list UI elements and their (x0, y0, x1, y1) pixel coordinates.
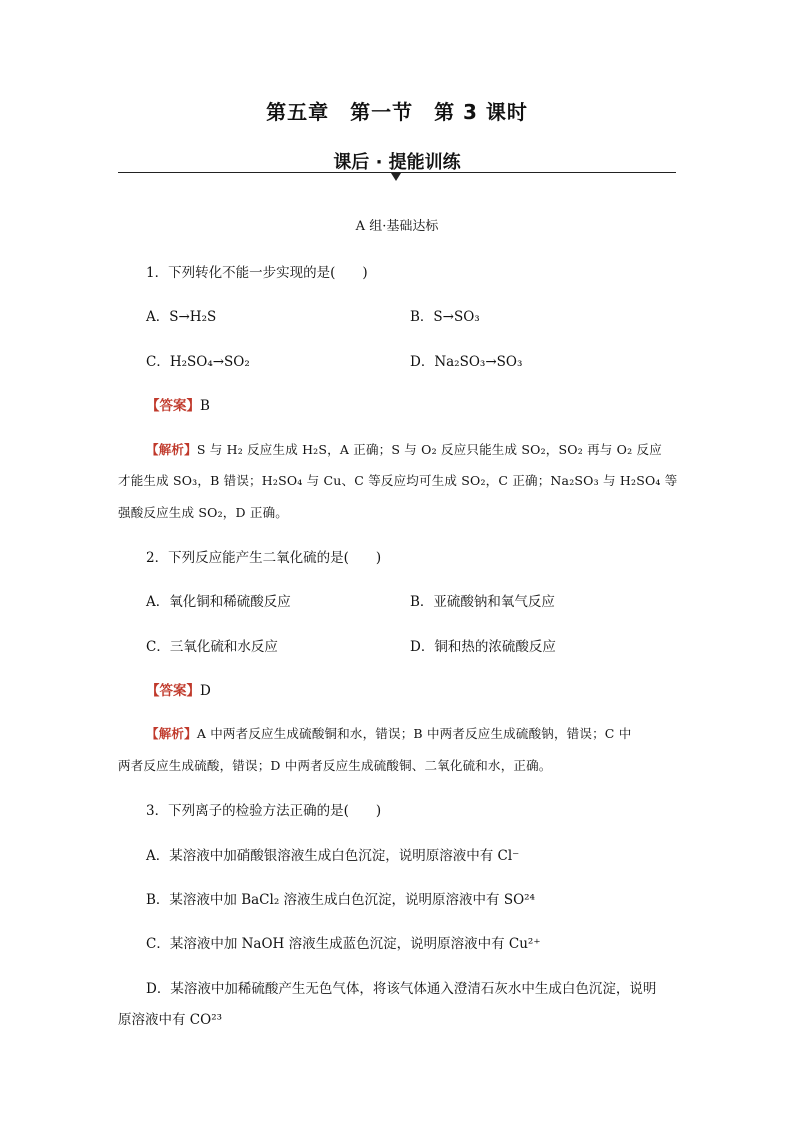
q2-option-b: B．亚硫酸钠和氧气反应 (410, 594, 555, 610)
q1-answer (146, 394, 210, 414)
q1-explain-line-2: 才能生成 SO₃，B 错误；H₂SO₄ 与 Cu、C 等反应均可生成 SO₂，C 正确；Na₂SO₃ 与 H₂SO₄ 等 (118, 473, 678, 488)
q2-stem: 2．下列反应能产生二氧化硫的是( ) (146, 550, 382, 566)
q3-option-b: B．某溶液中加 BaCl₂ 溶液生成白色沉淀，说明原溶液中有 SO²⁴ (146, 892, 535, 908)
q2-option-a: A．氧化铜和稀硫酸反应 (146, 594, 291, 610)
q1-option-b: B．S→SO₃ (410, 309, 480, 325)
answer-tag: 【答案】 (146, 398, 200, 414)
q2-option-c: C．三氧化硫和水反应 (146, 639, 278, 655)
q1-explain-line-1 (146, 440, 662, 458)
explain-text: A 中两者反应生成硫酸铜和水，错误；B 中两者反应生成硫酸钠，错误；C 中 (196, 726, 632, 741)
section-subtitle: 课后 · 提能训练 (333, 152, 461, 173)
page-title: 第五章 第一节 第 3 课时 (266, 100, 528, 124)
explain-text: S 与 H₂ 反应生成 H₂S，A 正确；S 与 O₂ 反应只能生成 SO₂，SO₂ 再与 O₂ 反应 (196, 442, 662, 457)
q3-stem: 3．下列离子的检验方法正确的是( ) (146, 803, 382, 819)
q3-option-a: A．某溶液中加硝酸银溶液生成白色沉淀，说明原溶液中有 Cl⁻ (146, 848, 520, 864)
q2-answer (146, 679, 211, 699)
q2-option-d: D．铜和热的浓硫酸反应 (410, 639, 556, 655)
q2-explain-line-2: 两者反应生成硫酸，错误；D 中两者反应生成硫酸铜、二氧化硫和水，正确。 (118, 758, 552, 773)
q1-option-c: C．H₂SO₄→SO₂ (146, 354, 250, 370)
q2-explain-line-1 (146, 724, 631, 742)
q3-option-c: C．某溶液中加 NaOH 溶液生成蓝色沉淀，说明原溶液中有 Cu²⁺ (146, 936, 541, 952)
explain-tag: 【解析】 (146, 726, 197, 741)
q1-explain-line-3: 强酸反应生成 SO₂，D 正确。 (118, 505, 288, 520)
explain-tag: 【解析】 (146, 442, 197, 457)
q1-option-d: D．Na₂SO₃→SO₃ (410, 354, 523, 370)
answer-tag: 【答案】 (146, 683, 200, 699)
answer-value: D (200, 683, 211, 699)
triangle-marker-icon (391, 173, 401, 181)
q1-stem: 1．下列转化不能一步实现的是( ) (146, 265, 368, 281)
group-heading: A 组·基础达标 (355, 219, 439, 234)
q3-option-d-line-2: 原溶液中有 CO²³ (118, 1012, 223, 1028)
q1-option-a: A．S→H₂S (146, 309, 217, 325)
answer-value: B (200, 398, 210, 414)
q3-option-d-line-1: D．某溶液中加稀硫酸产生无色气体，将该气体通入澄清石灰水中生成白色沉淀，说明 (146, 981, 657, 997)
